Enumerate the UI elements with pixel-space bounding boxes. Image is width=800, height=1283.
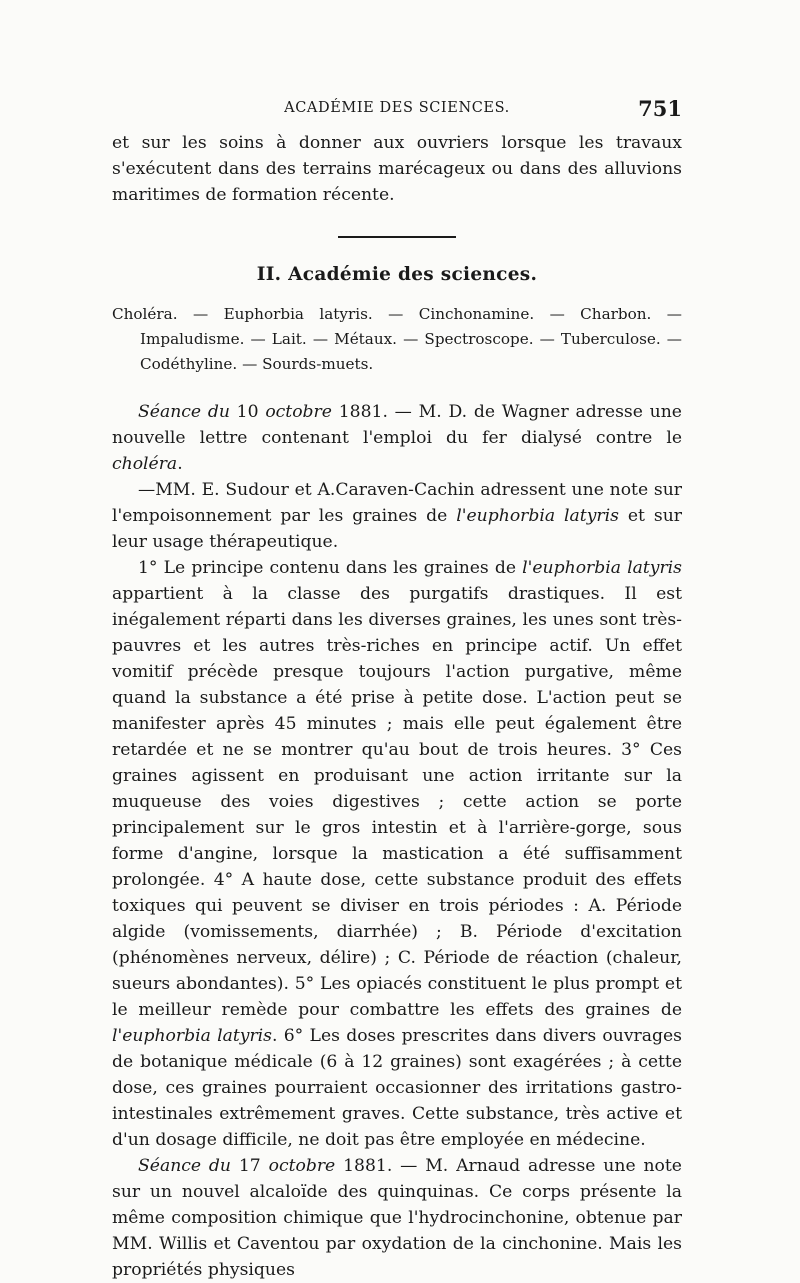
- seance-month: octobre: [265, 402, 332, 422]
- italic-term: l'euphorbia latyris: [522, 558, 683, 578]
- seance-month: octobre: [268, 1156, 336, 1176]
- paragraph-text: —MM. E. Sudour et A.Caraven-Cachin adressent une note sur l'empoisonnement par les graines de: [112, 480, 682, 526]
- paragraph-end: et sur leur usage thérapeutique.: [112, 506, 682, 552]
- page-header: [112, 96, 682, 122]
- section-topics: Choléra. — Euphorbia latyris. — Cinchonamine. — Charbon. — Impaludisme. — Lait. — Métaux. — Spectroscope. — Tuberculose. — Codéthyline. — Sourds-muets.: [112, 305, 682, 373]
- seance-day: 17: [231, 1156, 269, 1176]
- italic-term: choléra: [112, 454, 178, 474]
- section-divider: [338, 236, 456, 238]
- seance-day: 10: [229, 402, 266, 422]
- paragraph-text: 1881. — M. D. de Wagner adresse une nouvelle lettre contenant l'emploi du fer dialysé contre le: [112, 402, 682, 448]
- seance-label: Séance du: [138, 402, 230, 422]
- italic-term: l'euphorbia latyris: [112, 1026, 273, 1046]
- paragraph-text: appartient à la classe des purgatifs drastiques. Il est inégalement réparti dans les diverses graines, les unes sont très-pauvres et les autres très-riches en principe actif. Un effet vomitif précède presque toujours l'action purgative, même quand la substance a été prise à petite dose. L'action peut se manifester après 45 minutes ; mais elle peut également être retardée et ne se montrer qu'au bout de trois heures. 3° Ces graines agissent en produisant une action irritante sur la muqueuse des voies digestives ; cette action se porte principalement sur le gros intestin et à l'arrière-gorge, sous forme d'angine, lorsque la mastication a été suffisamment prolongée. 4° A haute dose, cette substance produit des effets toxiques qui peuvent se diviser en trois périodes : A. Période algide (vomissements, diarrhée) ; B. Période d'excitation (phénomènes nerveux, délire) ; C. Période de réaction (chaleur, sueurs abondantes). 5° Les opiacés constituent le plus prompt et le meilleur remède pour combattre les effets des graines de: [112, 584, 682, 1020]
- page-number: 751: [638, 96, 682, 121]
- paragraph-end: .: [177, 454, 183, 474]
- page-body: [112, 130, 682, 1283]
- paragraph-text: . 6° Les doses prescrites dans divers ouvrages de botanique médicale (6 à 12 graines) sont exagérées ; à cette dose, ces graines pourraient occasionner des irritations gastro-intestinales extrêmement graves. Cette substance, très active et d'un dosage difficile, ne doit pas être employée en médecine.: [112, 1026, 683, 1150]
- paragraph-text: 1881. — M. Arnaud adresse une note sur un nouvel alcaloïde des quinquinas. Ce corps présente la même composition chimique que l'hydrocinchonine, obtenue par MM. Willis et Caventou par oxydation de la cinchonine. Mais les propriétés physiques: [112, 1156, 682, 1280]
- italic-term: l'euphorbia latyris: [456, 506, 619, 526]
- lead-paragraph: et sur les soins à donner aux ouvriers lorsque les travaux s'exécutent dans des terrains marécageux ou dans des alluvions maritimes de formation récente.: [112, 133, 682, 205]
- section-title: II. Académie des sciences.: [256, 264, 538, 285]
- paragraph-seance-17-octobre: [112, 1153, 682, 1283]
- paragraph-seance-10-octobre: [112, 399, 682, 477]
- seance-label: Séance du: [138, 1156, 231, 1176]
- running-title: ACADÉMIE DES SCIENCES.: [284, 100, 510, 116]
- paragraph-findings: [112, 555, 682, 1153]
- paragraph-text: 1° Le principe contenu dans les graines de: [138, 558, 523, 578]
- paragraph-sudour-note: [112, 477, 682, 555]
